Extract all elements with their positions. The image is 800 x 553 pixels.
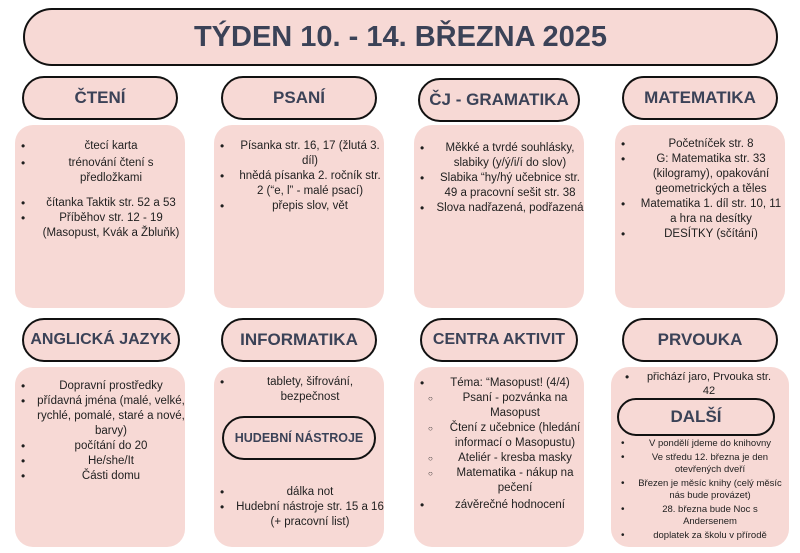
prvouka-header: PRVOUKA xyxy=(622,318,778,362)
list-item: • Březen je měsíc knihy (celý měsíc nás bude provázet) xyxy=(637,478,783,502)
list-item: • Početníček str. 8 xyxy=(637,137,785,152)
gramatika-header: ČJ - GRAMATIKA xyxy=(418,78,580,122)
list-item: • přepis slov, vět xyxy=(236,199,384,214)
list-item: • závěrečné hodnocení xyxy=(436,498,584,513)
list-item: • Slova nadřazená, podřazená xyxy=(436,201,584,216)
cteni-list xyxy=(15,139,185,241)
list-item: • Slabika “hy/hý učebnice str. 49 a pracovní sešit str. 38 xyxy=(436,171,584,201)
hudebni-list xyxy=(214,485,384,530)
list-item: ○ Psaní - pozvánka na Masopust xyxy=(446,391,584,421)
list-item: • Téma: “Masopust! (4/4) xyxy=(436,376,584,391)
list-item: • Matematika 1. díl str. 10, 11 a hra na desítky xyxy=(637,197,785,227)
list-item: • Části domu xyxy=(37,469,185,484)
list-item: • DESÍTKY (sčítání) xyxy=(637,227,785,242)
cteni-header: ČTENÍ xyxy=(22,76,178,120)
list-item: • hnědá písanka 2. ročník str. 2 (“e, l” - malé psací) xyxy=(236,169,384,199)
centra-box xyxy=(414,367,584,547)
matematika-list xyxy=(615,137,785,242)
centra-list-end xyxy=(414,498,584,513)
prvouka-list xyxy=(611,370,789,398)
list-item: • 28. března bude Noc s Andersenem xyxy=(637,504,783,528)
centra-sub-list xyxy=(414,391,584,496)
matematika-header: MATEMATIKA xyxy=(622,76,778,120)
list-item: • čtecí karta xyxy=(37,139,185,154)
list-item: ○ Ateliér - kresba masky xyxy=(446,451,584,466)
list-item: • Písanka str. 16, 17 (žlutá 3. díl) xyxy=(236,139,384,169)
list-item: • V pondělí jdeme do knihovny xyxy=(637,438,783,450)
informatika-list xyxy=(214,375,384,405)
anglicka-header: ANGLICKÁ JAZYK xyxy=(22,318,180,362)
anglicka-box xyxy=(15,367,185,547)
list-item: • dálka not xyxy=(236,485,384,500)
gramatika-list xyxy=(414,141,584,216)
list-item: • Hudební nástroje str. 15 a 16 (+ pracovní list) xyxy=(236,500,384,530)
psani-box xyxy=(214,125,384,308)
list-item: • Dopravní prostředky xyxy=(37,379,185,394)
page-title: TÝDEN 10. - 14. BŘEZNA 2025 xyxy=(23,8,778,66)
list-item: • G: Matematika str. 33 (kilogramy), opakování geometrických a těles xyxy=(637,152,785,197)
list-item: • He/she/It xyxy=(37,454,185,469)
hudebni-header: HUDEBNÍ NÁSTROJE xyxy=(222,416,376,460)
dalsi-header: DALŠÍ xyxy=(617,398,775,436)
list-item: • čítanka Taktik str. 52 a 53 xyxy=(37,196,185,211)
list-item: • přichází jaro, Prvouka str. 42 xyxy=(641,370,777,398)
list-item: • tablety, šifrování, bezpečnost xyxy=(236,375,384,405)
informatika-header: INFORMATIKA xyxy=(221,318,377,362)
list-item: • přídavná jména (malé, velké, rychlé, pomalé, staré a nové, barvy) xyxy=(37,394,185,439)
psani-header: PSANÍ xyxy=(221,76,377,120)
list-item: ○ Matematika - nákup na pečení xyxy=(446,466,584,496)
list-item: • trénování čtení s předložkami xyxy=(37,156,185,186)
prvouka-box xyxy=(611,367,789,547)
list-item: • Měkké a tvrdé souhlásky, slabiky (y/ý/i/í do slov) xyxy=(436,141,584,171)
cteni-box xyxy=(15,125,185,308)
list-item: • Ve středu 12. března je den otevřených dveří xyxy=(637,452,783,476)
list-item: • doplatek za školu v přírodě xyxy=(637,530,783,542)
dalsi-list xyxy=(611,438,789,542)
matematika-box xyxy=(615,125,785,308)
anglicka-list xyxy=(15,379,185,484)
list-item: • počítání do 20 xyxy=(37,439,185,454)
list-item: • Příběhov str. 12 - 19 (Masopust, Kvák a Žbluňk) xyxy=(37,211,185,241)
gramatika-box xyxy=(414,125,584,308)
centra-header: CENTRA AKTIVIT xyxy=(420,318,578,362)
centra-list xyxy=(414,376,584,391)
list-item: ○ Čtení z učebnice (hledání informací o Masopustu) xyxy=(446,421,584,451)
psani-list xyxy=(214,139,384,214)
